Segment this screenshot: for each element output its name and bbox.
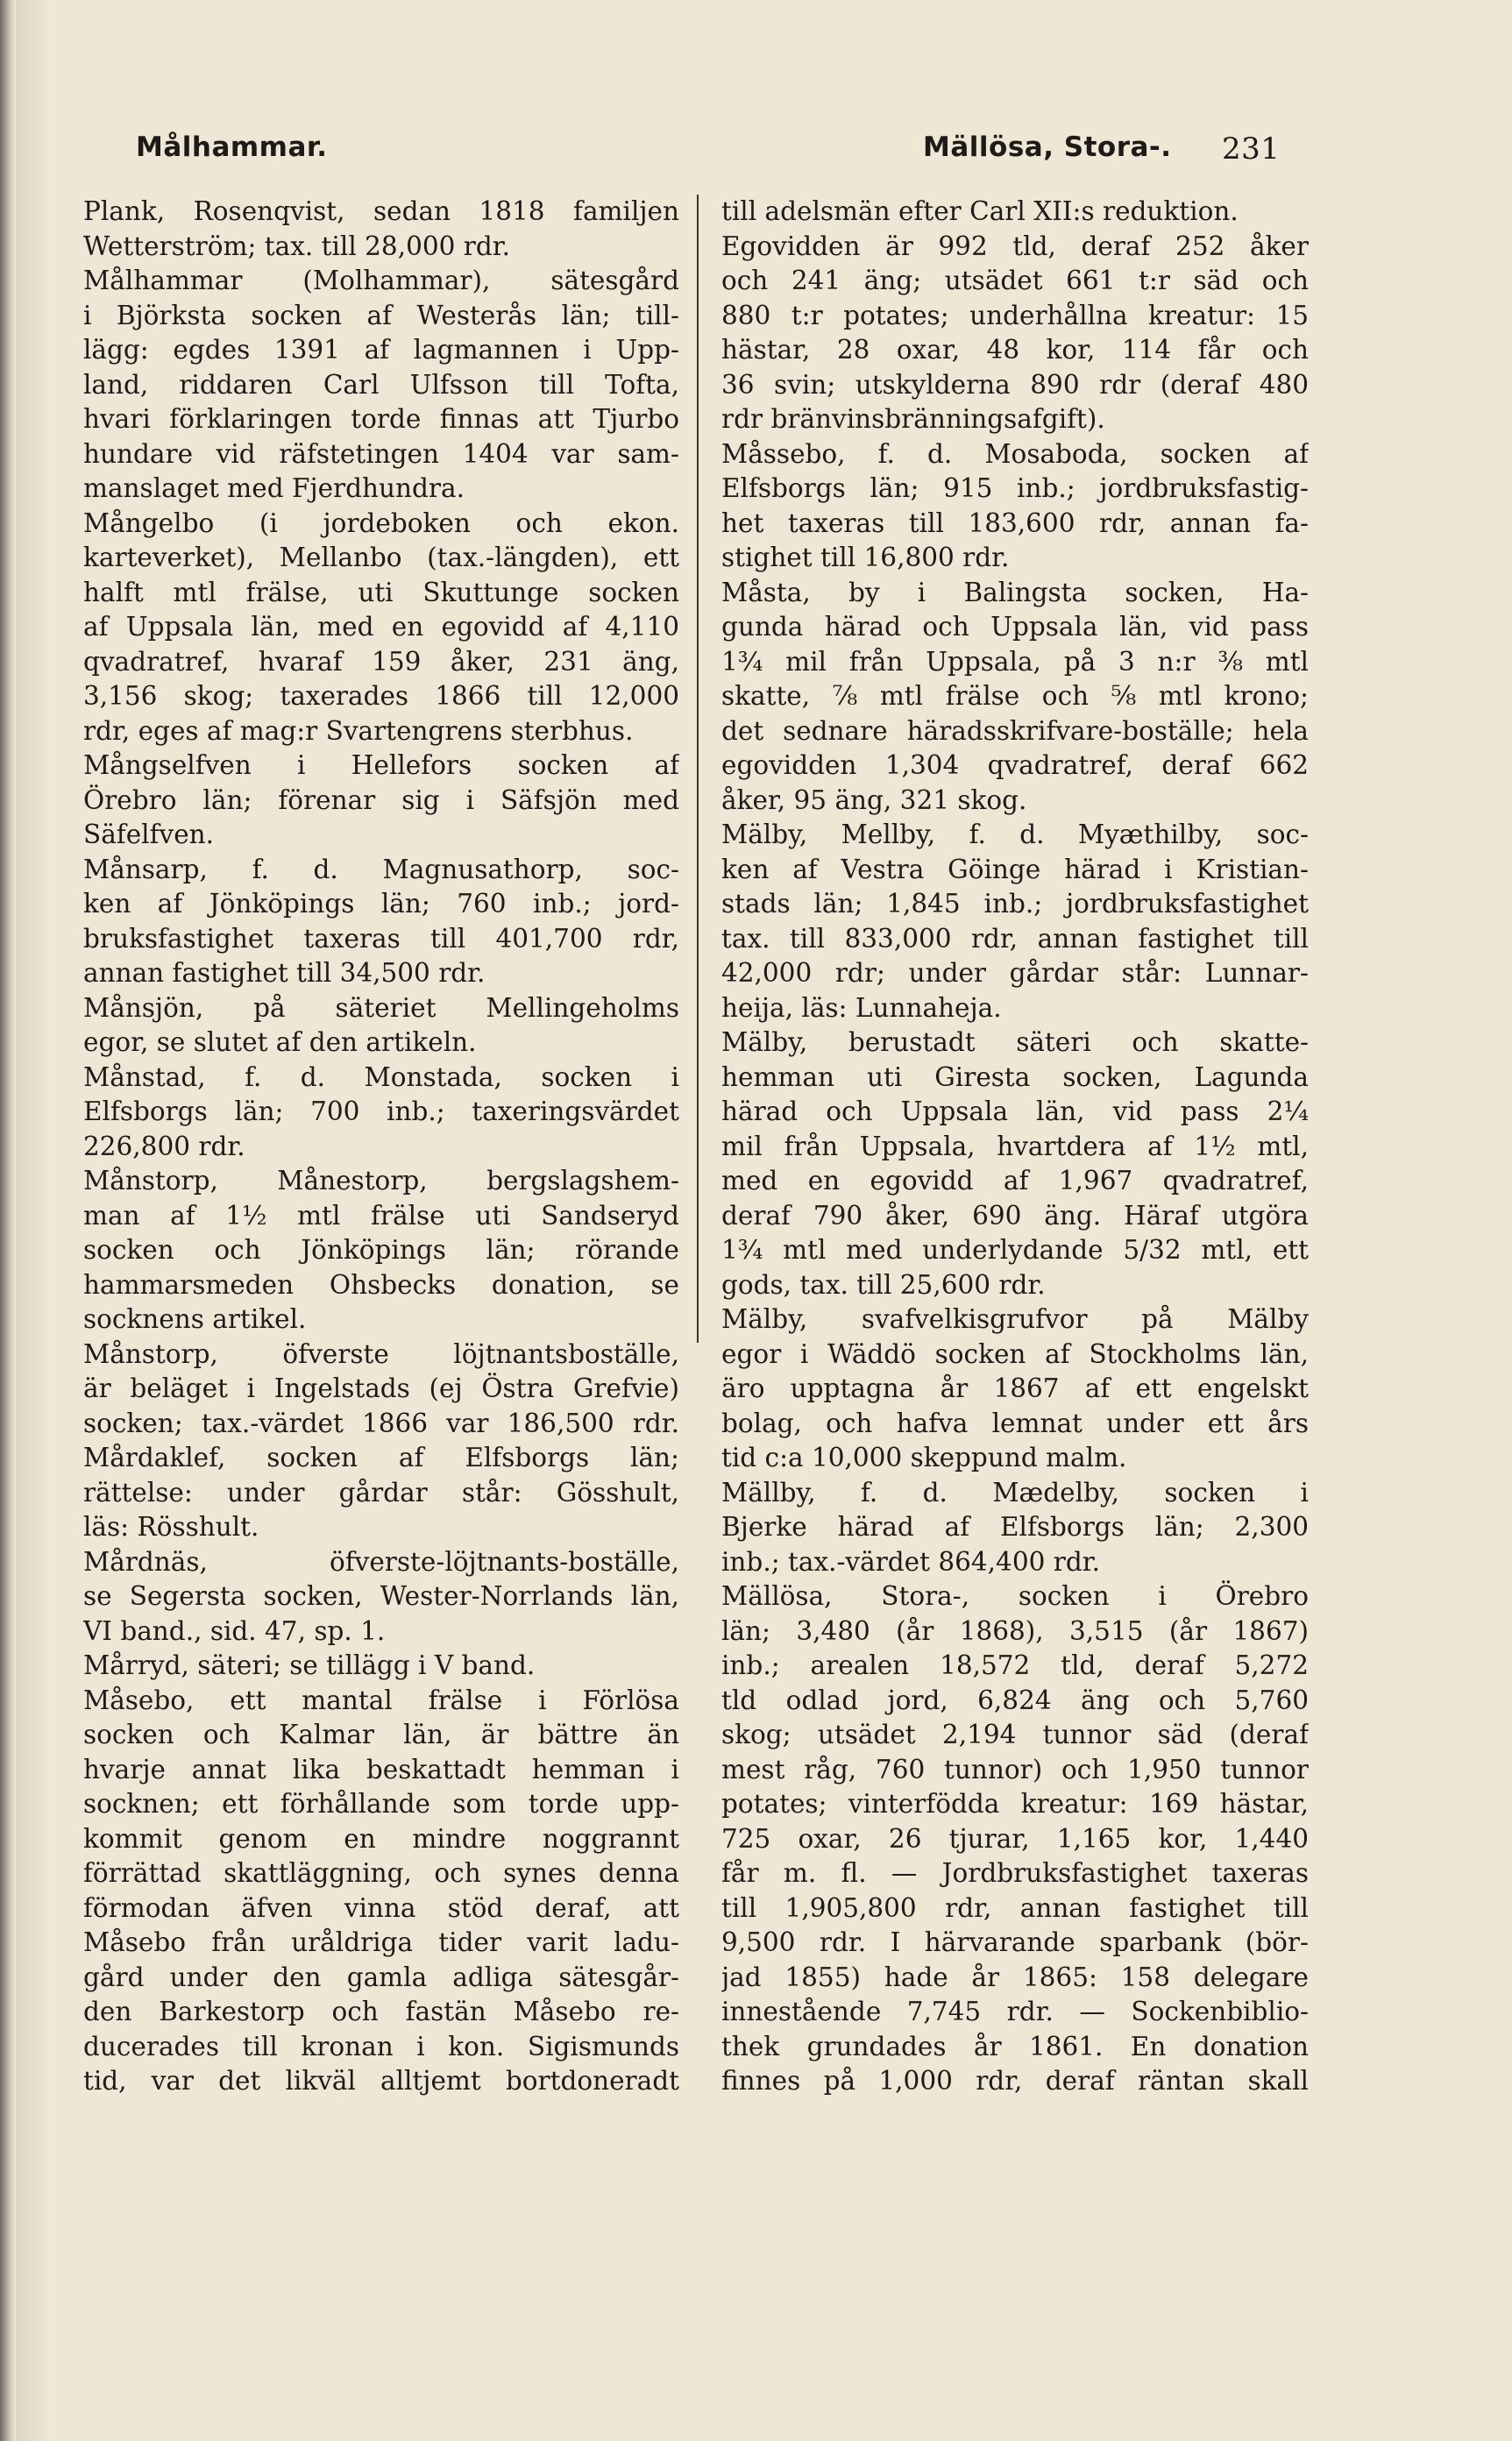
text-line: hammarsmeden Ohsbecks donation, se: [83, 1269, 679, 1300]
text-line: förrättad skattläggning, och synes denna: [83, 1858, 679, 1888]
text-line: hvari förklaringen torde finnas att Tjurbo: [83, 404, 679, 434]
text-line: manslaget med Fjerdhundra.: [83, 473, 465, 503]
text-line: annan fastighet till 34,500 rdr.: [83, 958, 486, 988]
left-column: [83, 195, 679, 2099]
text-line: man af 1½ mtl frälse uti Sandseryd: [83, 1200, 679, 1231]
text-line: tid, var det likväl alltjemt bortdoneradt: [83, 2066, 679, 2096]
text-line: Säfelfven.: [83, 820, 215, 849]
text-line: får m. fl. — Jordbruksfastighet taxeras: [721, 1858, 1309, 1888]
text-line: heija, läs: Lunnaheja.: [721, 992, 1002, 1023]
text-line: Mälby, Mellby, f. d. Myæthilby, soc-: [721, 820, 1309, 849]
text-line: Plank, Rosenqvist, sedan 1818 familjen: [83, 196, 679, 226]
text-line: jad 1855) hade år 1865: 158 delegare: [721, 1962, 1309, 1992]
text-line: hästar, 28 oxar, 48 kor, 114 får och: [721, 335, 1309, 365]
page-number: 231: [1222, 131, 1281, 167]
text-line: det sednare häradsskrifvare-boställe; hela: [721, 715, 1309, 746]
text-line: skatte, ⅞ mtl frälse och ⅝ mtl krono;: [721, 681, 1309, 711]
text-line: mest råg, 760 tunnor) och 1,950 tunnor: [721, 1754, 1309, 1785]
text-line: se Segersta socken, Wester-Norrlands län,: [83, 1581, 679, 1611]
text-line: Wetterström; tax. till 28,000 rdr.: [83, 231, 510, 261]
text-line: Bjerke härad af Elfsborgs län; 2,300: [721, 1512, 1309, 1542]
text-line: inb.; arealen 18,572 tld, deraf 5,272: [721, 1650, 1309, 1680]
text-line: 1¾ mtl med underlydande 5/32 mtl, ett: [721, 1235, 1309, 1265]
text-line: rdr bränvinsbränningsafgift).: [721, 404, 1105, 434]
text-line: Mällby, f. d. Mædelby, socken i: [721, 1477, 1309, 1508]
text-line: Örebro län; förenar sig i Säfsjön med: [83, 784, 679, 815]
text-line: Månstad, f. d. Monstada, socken i: [83, 1061, 679, 1092]
text-line: stighet till 16,800 rdr.: [721, 543, 1010, 572]
text-line: Månsarp, f. d. Magnusathorp, soc-: [83, 854, 679, 884]
text-line: förmodan äfven vinna stöd deraf, att: [83, 1892, 679, 1923]
text-line: med en egovidd af 1,967 qvadratref,: [721, 1166, 1309, 1196]
text-line: het taxeras till 183,600 rdr, annan fa-: [721, 507, 1309, 538]
text-line: till 1,905,800 rdr, annan fastighet till: [721, 1892, 1309, 1923]
right-column: [721, 195, 1309, 2099]
page-edge: [0, 0, 16, 2441]
text-line: 9,500 rdr. I härvarande sparbank (bör-: [721, 1927, 1309, 1957]
text-line: ducerades till kronan i kon. Sigismunds: [83, 2031, 679, 2061]
text-line: ken af Jönköpings län; 760 inb.; jord-: [83, 889, 679, 919]
text-line: Mälby, svafvelkisgrufvor på Mälby: [721, 1304, 1309, 1334]
text-line: 3,156 skog; taxerades 1866 till 12,000: [83, 681, 679, 711]
text-line: socken och Jönköpings län; rörande: [83, 1235, 679, 1265]
text-line: äro upptagna år 1867 af ett engelskt: [721, 1373, 1309, 1403]
text-line: gods, tax. till 25,600 rdr.: [721, 1269, 1046, 1300]
text-line: är beläget i Ingelstads (ej Östra Grefvie): [83, 1373, 679, 1403]
text-line: ken af Vestra Göinge härad i Kristian-: [721, 854, 1309, 884]
text-line: 1¾ mil från Uppsala, på 3 n:r ⅜ mtl: [721, 646, 1309, 677]
text-line: Mällösa, Stora-, socken i Örebro: [721, 1581, 1309, 1611]
text-line: innestående 7,745 rdr. — Sockenbiblio-: [721, 1997, 1309, 2026]
text-line: Mälby, berustadt säteri och skatte-: [721, 1027, 1309, 1057]
text-line: till adelsmän efter Carl XII:s reduktion.: [721, 196, 1239, 226]
text-line: 42,000 rdr; under gårdar står: Lunnar-: [721, 958, 1309, 988]
running-head-right: Mällösa, Stora-.: [923, 131, 1172, 163]
text-line: bolag, och hafva lemnat under ett års: [721, 1408, 1309, 1438]
text-line: gunda härad och Uppsala län, vid pass: [721, 612, 1309, 642]
text-line: finnes på 1,000 rdr, deraf räntan skall: [721, 2066, 1309, 2096]
text-line: potates; vinterfödda kreatur: 169 hästar,: [721, 1789, 1309, 1819]
text-line: rdr, eges af mag:r Svartengrens sterbhus.: [83, 715, 634, 746]
text-line: deraf 790 åker, 690 äng. Häraf utgöra: [721, 1200, 1309, 1231]
text-line: Elfsborgs län; 915 inb.; jordbruksfastig-: [721, 473, 1309, 503]
text-line: VI band., sid. 47, sp. 1.: [83, 1615, 386, 1646]
text-line: tax. till 833,000 rdr, annan fastighet till: [721, 923, 1309, 954]
text-line: gård under den gamla adliga sätesgår-: [83, 1962, 679, 1992]
text-line: land, riddaren Carl Ulfsson till Tofta,: [83, 369, 679, 400]
text-line: af Uppsala län, med en egovidd af 4,110: [83, 612, 679, 642]
running-head-left: Målhammar.: [136, 131, 328, 163]
text-line: egovidden 1,304 qvadratref, deraf 662: [721, 750, 1309, 780]
text-line: Mårdaklef, socken af Elfsborgs län;: [83, 1443, 679, 1472]
text-line: 880 t:r potates; underhållna kreatur: 15: [721, 300, 1309, 330]
text-line: Månstorp, Månestorp, bergslagshem-: [83, 1166, 679, 1196]
text-line: socken; tax.-värdet 1866 var 186,500 rdr.: [83, 1408, 679, 1438]
text-line: lägg: egdes 1391 af lagmannen i Upp-: [83, 335, 679, 365]
text-line: och 241 äng; utsädet 661 t:r säd och: [721, 266, 1309, 295]
text-line: hvarje annat lika beskattadt hemman i: [83, 1754, 679, 1785]
text-line: Egovidden är 992 tld, deraf 252 åker: [721, 231, 1309, 261]
text-line: Månstorp, öfverste löjtnantsboställe,: [83, 1338, 679, 1369]
text-line: mil från Uppsala, hvartdera af 1½ mtl,: [721, 1131, 1309, 1161]
text-line: inb.; tax.-värdet 864,400 rdr.: [721, 1546, 1100, 1577]
text-line: hundare vid räfstetingen 1404 var sam-: [83, 438, 679, 469]
text-line: hemman uti Giresta socken, Lagunda: [721, 1061, 1309, 1092]
text-line: kommit genom en mindre noggrannt: [83, 1823, 679, 1854]
text-line: stads län; 1,845 inb.; jordbruksfastighet: [721, 889, 1309, 919]
text-line: Måsebo från uråldriga tider varit ladu-: [83, 1927, 679, 1957]
text-line: halft mtl frälse, uti Skuttunge socken: [83, 577, 679, 607]
text-line: socknen; ett förhållande som torde upp-: [83, 1789, 679, 1819]
text-line: Måsta, by i Balingsta socken, Ha-: [721, 577, 1309, 607]
text-line: socknens artikel.: [83, 1304, 307, 1334]
text-line: Elfsborgs län; 700 inb.; taxeringsvärdet: [83, 1096, 679, 1126]
text-line: Måsebo, ett mantal frälse i Förlösa: [83, 1685, 679, 1715]
text-line: Målhammar (Molhammar), sätesgård: [83, 266, 679, 295]
text-line: 725 oxar, 26 tjurar, 1,165 kor, 1,440: [721, 1823, 1309, 1854]
text-line: 226,800 rdr.: [83, 1131, 245, 1161]
text-line: skog; utsädet 2,194 tunnor säd (deraf: [721, 1720, 1309, 1749]
text-line: i Björksta socken af Westerås län; till-: [83, 300, 679, 330]
text-line: bruksfastighet taxeras till 401,700 rdr,: [83, 923, 679, 954]
text-line: egor, se slutet af den artikeln.: [83, 1027, 477, 1057]
text-line: egor i Wäddö socken af Stockholms län,: [721, 1338, 1309, 1369]
text-line: tld odlad jord, 6,824 äng och 5,760: [721, 1685, 1309, 1715]
text-line: åker, 95 äng, 321 skog.: [721, 784, 1027, 815]
text-line: karteverket), Mellanbo (tax.-längden), ett: [83, 543, 679, 572]
text-line: härad och Uppsala län, vid pass 2¼: [721, 1096, 1309, 1126]
text-line: tid c:a 10,000 skeppund malm.: [721, 1443, 1127, 1472]
column-divider: [697, 195, 699, 1343]
text-line: den Barkestorp och fastän Måsebo re-: [83, 1997, 679, 2026]
text-line: socken och Kalmar län, är bättre än: [83, 1720, 679, 1749]
text-line: rättelse: under gårdar står: Gösshult,: [83, 1477, 679, 1508]
text-line: län; 3,480 (år 1868), 3,515 (år 1867): [721, 1615, 1309, 1646]
text-line: thek grundades år 1861. En donation: [721, 2031, 1309, 2061]
text-line: Måssebo, f. d. Mosaboda, socken af: [721, 438, 1309, 469]
text-line: Mårdnäs, öfverste-löjtnants-boställe,: [83, 1546, 679, 1577]
text-line: Mångelbo (i jordeboken och ekon.: [83, 507, 679, 538]
text-line: Månsjön, på säteriet Mellingeholms: [83, 992, 679, 1023]
text-line: 36 svin; utskylderna 890 rdr (deraf 480: [721, 369, 1309, 400]
text-line: qvadratref, hvaraf 159 åker, 231 äng,: [83, 646, 679, 677]
text-line: läs: Rösshult.: [83, 1512, 259, 1542]
page-shade: [16, 0, 51, 2441]
text-line: Mårryd, säteri; se tillägg i V band.: [83, 1650, 536, 1680]
text-line: Mångselfven i Hellefors socken af: [83, 750, 679, 780]
